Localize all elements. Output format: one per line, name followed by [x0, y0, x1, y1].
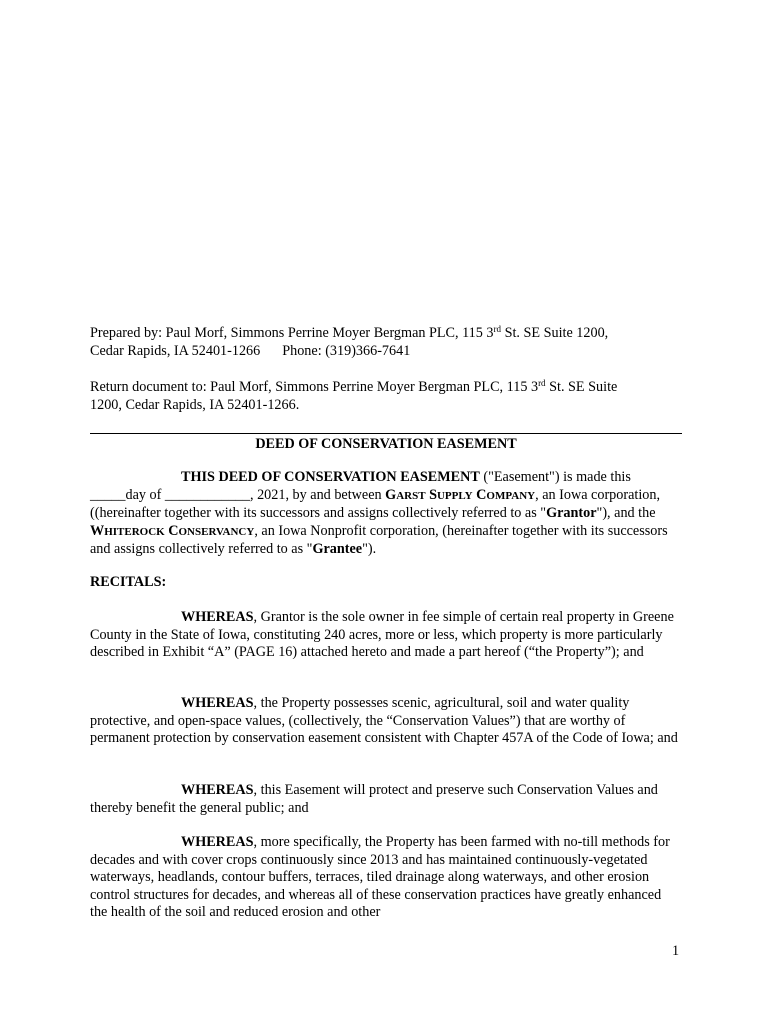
prepared-by-address: Cedar Rapids, IA 52401-1266	[90, 342, 261, 359]
recital-paragraph: WHEREAS, this Easement will protect and preserve such Conservation Values and thereby benefit the general public; and	[90, 782, 658, 816]
grantee-name: WHITEROCK CONSERVANCY	[90, 522, 255, 539]
return-to-block	[90, 379, 682, 414]
recital-paragraph: WHEREAS, Grantor is the sole owner in fee simple of certain real property in Greene County in the State of Iowa, constituting 240 acres, more or less, which property is more particularly described in Exhibit “A” (PAGE 16) attached hereto and made a part hereof (“the Property”); and	[90, 609, 674, 661]
prepared-by-line-2	[90, 343, 682, 361]
recital-paragraph: WHEREAS, the Property possesses scenic, agricultural, soil and water quality protective, and open-space values, (collectively, the “Conservation Values”) that are worthy of permanent protection by conservation easement consistent with Chapter 457A of the Code of Iowa; and	[90, 695, 678, 747]
recitals-heading: RECITALS:	[90, 574, 167, 590]
return-to-line-2: 1200, Cedar Rapids, IA 52401-1266.	[90, 396, 300, 413]
page-number: 1	[672, 943, 680, 959]
grantor-name: GARST SUPPLY COMPANY	[385, 486, 536, 503]
header-divider	[90, 433, 682, 434]
grantee-label: Grantee	[312, 541, 363, 558]
grantor-label: Grantor	[546, 505, 597, 522]
prepared-by-phone: Phone: (319)366-7641	[282, 342, 411, 359]
return-to-line-1: Return document to: Paul Morf, Simmons Perrine Moyer Bergman PLC, 115 3rd St. SE Suite	[90, 378, 618, 395]
recital-paragraph: WHEREAS, more specifically, the Property has been farmed with no-till methods for decades and with cover crops continuously since 2013 and has maintained continuously-vegetated waterways, headlands, contour buffers, terraces, tiled drainage along waterways, and other erosion control structures for decades, and whereas all of these conservation practices have greatly enhanced the health of the soil and reduced erosion and other	[90, 834, 670, 921]
prepared-by-line-1: Prepared by: Paul Morf, Simmons Perrine Moyer Bergman PLC, 115 3rd St. SE Suite 1200,	[90, 324, 609, 341]
intro-paragraph: THIS DEED OF CONSERVATION EASEMENT ("Easement") is made this _____day of ____________, 2021, by and between GARST SUPPLY COMPANY, an Iowa corporation, ((hereinafter together with its successors and assigns collectively referred to as "Grantor"), and the WHITEROCK CONSERVANCY, an Iowa Nonprofit corporation, (hereinafter together with its successors and assigns collectively referred to as "Grantee").	[90, 469, 668, 558]
prepared-by-block	[90, 325, 682, 360]
document-title: DEED OF CONSERVATION EASEMENT	[255, 436, 517, 452]
